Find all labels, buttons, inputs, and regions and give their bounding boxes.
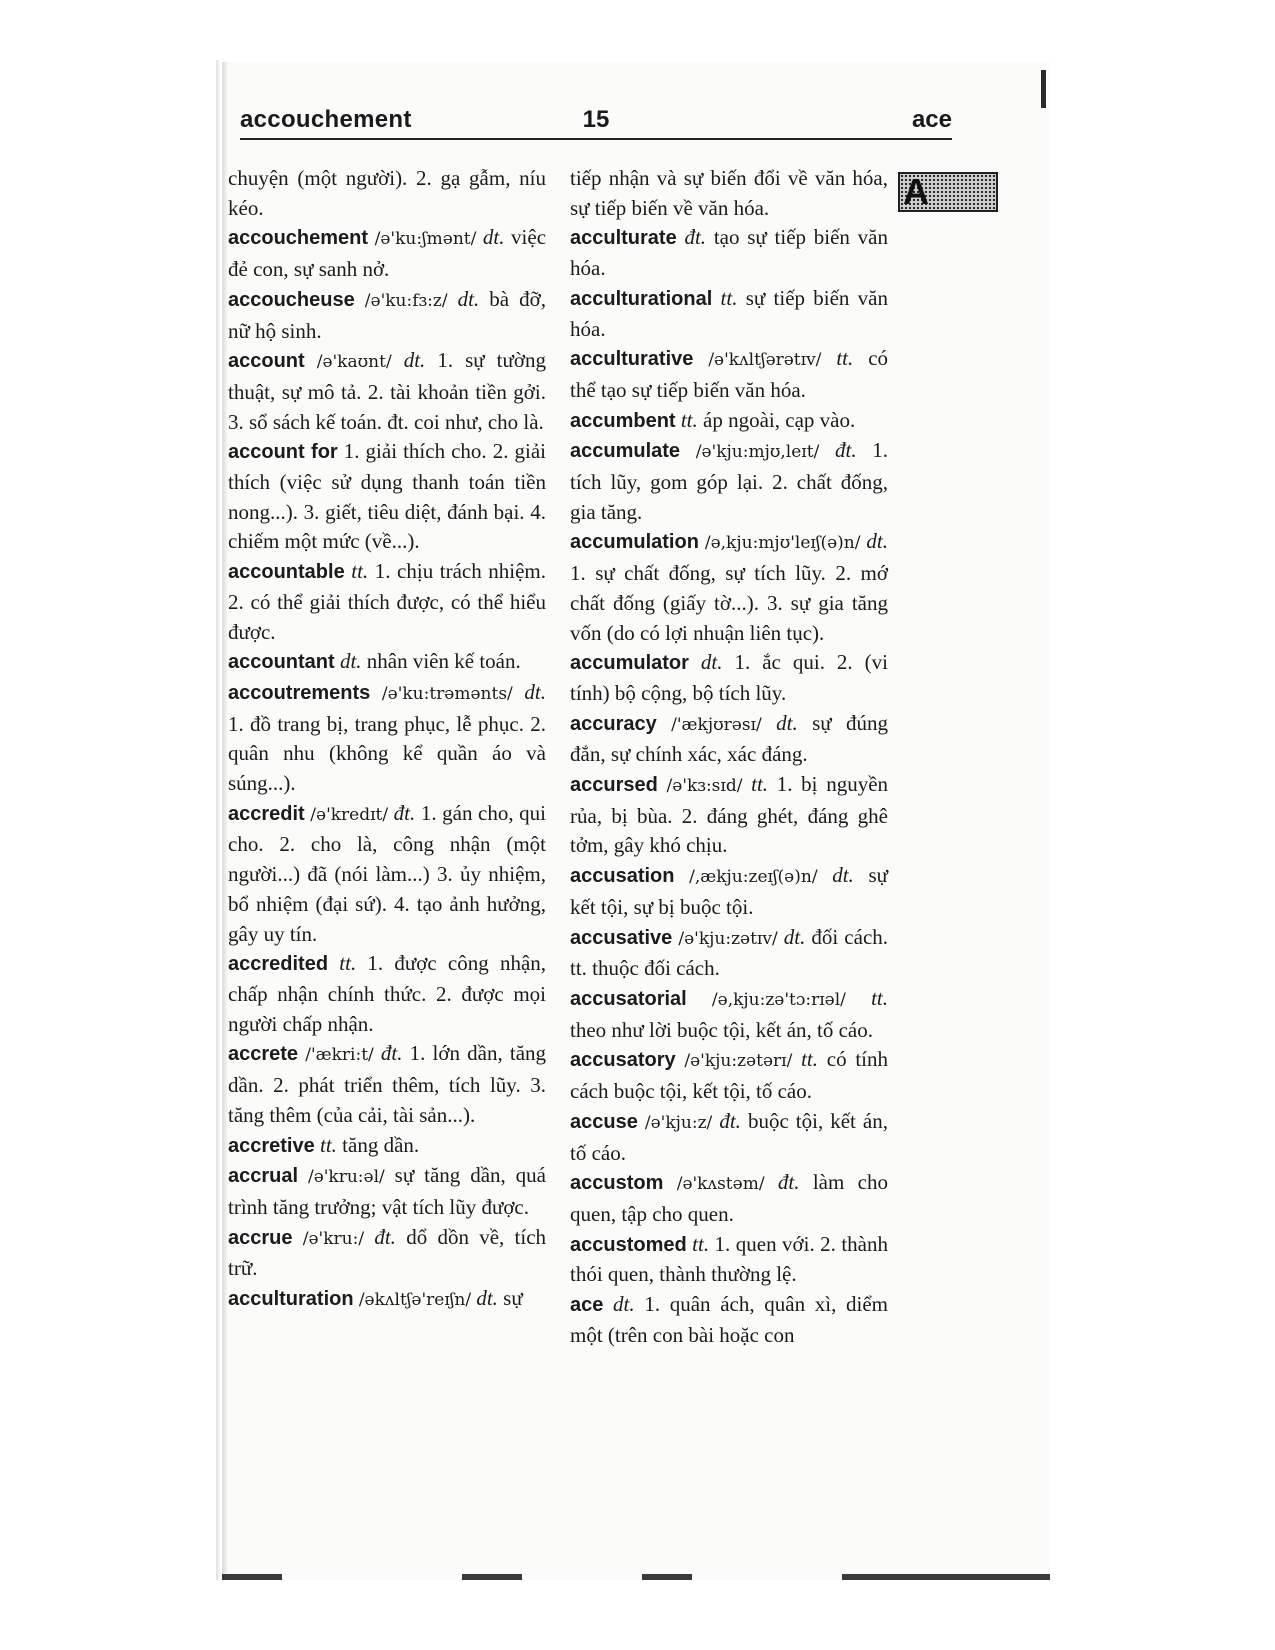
entry-pronunciation: /ə'kru:əl/ <box>307 1167 385 1188</box>
entry-headword: accrete <box>228 1043 299 1066</box>
entry-part-of-speech: đt. <box>834 438 857 463</box>
entry-pronunciation: /əkʌltʃə'reɪʃn/ <box>358 1290 472 1311</box>
entry-headword: accrue <box>228 1226 293 1249</box>
entry-part-of-speech: dt. <box>524 679 546 704</box>
entry-part-of-speech: dt. <box>783 924 806 949</box>
entry-part-of-speech: tt. <box>339 951 357 976</box>
entry-definition: 1. giải thích cho. 2. giải thích (việc sử dụng thanh toán tiền nong...). 3. giết, tiêu diệt, đánh bại. 4. chiếm một mức (về...). <box>228 439 547 554</box>
entry-definition: 1. tích lũy, gom góp lại. 2. chất đống, gia tăng. <box>570 438 889 524</box>
dictionary-entry <box>228 949 546 1039</box>
entry-pronunciation: /ə,kju:zə'tɔ:rɪəl/ <box>711 989 846 1010</box>
entry-definition: áp ngoài, cạp vào. <box>703 407 856 432</box>
entry-pronunciation: /ə'ku:trəmənts/ <box>381 683 513 704</box>
dictionary-entry <box>570 648 888 708</box>
entry-headword: accumulate <box>570 440 681 463</box>
entry-headword: accustomed <box>570 1233 687 1256</box>
entry-headword: accusatory <box>570 1049 676 1072</box>
entry-part-of-speech: dt. <box>700 650 723 675</box>
dictionary-entry <box>228 678 546 799</box>
entry-part-of-speech: dt. <box>832 863 854 888</box>
dictionary-entry <box>570 770 888 861</box>
thumb-tab-letter: A <box>903 171 929 212</box>
entry-headword: accursed <box>570 774 658 797</box>
dictionary-entry <box>228 1284 546 1316</box>
entry-headword: accustom <box>570 1172 664 1195</box>
thumb-index-tab <box>898 172 998 212</box>
entry-headword: accusatorial <box>570 987 687 1010</box>
entry-pronunciation: /ə'ku:ʃmənt/ <box>374 229 477 250</box>
entry-pronunciation: /ə'kredɪt/ <box>310 804 389 825</box>
entry-definition: 1. quen với. 2. thành thói quen, thành thường lệ. <box>570 1231 889 1287</box>
entry-pronunciation: /ə'kju:z/ <box>644 1112 713 1133</box>
entry-definition: 1. lớn dần, tăng dần. 2. phát triển thêm, tích lũy. 3. tăng thêm (của cải, tài sản...). <box>228 1041 547 1127</box>
entry-pronunciation: /'ækjʊrəsɪ/ <box>671 714 762 735</box>
entry-definition: sự kết tội, sự bị buộc tội. <box>570 863 888 919</box>
continued-definition: tiếp nhận và sự biến đổi về văn hóa, sự tiếp biến về văn hóa. <box>570 166 888 220</box>
entry-headword: acculturate <box>570 227 677 250</box>
entry-headword: accountable <box>228 561 345 584</box>
dictionary-page <box>222 62 1050 1580</box>
entry-headword: accusative <box>570 926 673 949</box>
entry-part-of-speech: tt. <box>801 1047 818 1072</box>
entry-definition: sự <box>503 1286 523 1311</box>
dictionary-entry <box>228 799 546 950</box>
entry-part-of-speech: dt. <box>339 649 362 674</box>
entry-headword: acculturational <box>570 287 713 310</box>
page-header <box>240 104 952 140</box>
dictionary-entry <box>228 647 546 678</box>
entry-definition: nhân viên kế toán. <box>366 649 521 674</box>
entry-headword: accountant <box>228 651 335 674</box>
entry-part-of-speech: đt. <box>719 1108 741 1133</box>
entry-part-of-speech: dt. <box>403 348 426 373</box>
entry-headword: accumulation <box>570 531 699 554</box>
entry-part-of-speech: dt. <box>866 529 888 554</box>
entry-pronunciation: /ə'kɜ:sɪd/ <box>666 776 743 797</box>
entry-definition: đối cách. tt. thuộc đối cách. <box>570 924 889 981</box>
dictionary-entry <box>570 1290 888 1350</box>
entry-part-of-speech: dt. <box>476 1286 498 1311</box>
entry-part-of-speech: đt. <box>393 800 416 825</box>
entry-headword: accuse <box>570 1110 638 1133</box>
entry-part-of-speech: tt. <box>836 346 854 371</box>
dictionary-entry <box>570 527 888 648</box>
entry-pronunciation: /ə'kru:/ <box>302 1228 365 1249</box>
entry-part-of-speech: đt. <box>380 1041 403 1066</box>
dictionary-entry <box>570 284 888 344</box>
entry-headword: accumulator <box>570 652 689 675</box>
dictionary-entry <box>228 437 546 557</box>
entry-headword: account <box>228 350 305 373</box>
entry-definition: có thể tạo sự tiếp biến văn hóa. <box>570 346 889 402</box>
dictionary-entry <box>570 1107 888 1168</box>
entry-definition: bà đỡ, nữ hộ sinh. <box>228 286 546 343</box>
dictionary-entry <box>570 223 888 283</box>
right-column <box>570 164 888 1350</box>
entry-pronunciation: /ə'kaʊnt/ <box>316 352 392 373</box>
entry-definition: 1. ắc qui. 2. (vi tính) bộ cộng, bộ tích lũy. <box>570 650 888 705</box>
entry-definition: tăng dần. <box>342 1132 420 1157</box>
entry-part-of-speech: tt. <box>751 772 769 797</box>
entry-definition: 1. gán cho, qui cho. 2. cho là, công nhận (một người...) đã (nói làm...) 3. ủy nhiệm, bổ nhiệm (đại sứ). 4. tạo ảnh hưởng, gây uy tín. <box>228 800 546 946</box>
left-guide-word: accouchement <box>240 106 412 133</box>
dictionary-entry <box>570 1230 888 1290</box>
entry-headword: accoutrements <box>228 681 371 704</box>
entry-headword: accredited <box>228 953 329 976</box>
entry-part-of-speech: đt. <box>684 225 707 250</box>
entry-part-of-speech: tt. <box>692 1231 710 1256</box>
entry-pronunciation: /'ækri:t/ <box>305 1045 374 1066</box>
entry-definition: 1. chịu trách nhiệm. 2. có thể giải thích được, có thể hiểu được. <box>228 559 547 644</box>
entry-definition: 1. sự chất đống, sự tích lũy. 2. mớ chất đống (giấy tờ...). 3. sự gia tăng vốn (do có lợi nhuận liên tục). <box>570 561 888 645</box>
dictionary-entry <box>570 406 888 437</box>
entry-pronunciation: /ə,kju:mjʊ'leɪʃ(ə)n/ <box>704 533 861 554</box>
entry-part-of-speech: tt. <box>320 1132 337 1157</box>
dictionary-entry <box>570 709 888 770</box>
dictionary-entry <box>570 984 888 1045</box>
entry-part-of-speech: dt. <box>776 710 798 735</box>
continued-definition: chuyện (một người). 2. gạ gẫm, níu kéo. <box>228 166 546 220</box>
entry-part-of-speech: tt. <box>680 407 698 432</box>
entry-definition: có tính cách buộc tội, kết tội, tố cáo. <box>570 1047 889 1104</box>
entry-definition: sự tiếp biến văn hóa. <box>570 285 889 341</box>
entry-definition: 1. sự tường thuật, sự mô tả. 2. tài khoản tiền gởi. 3. sổ sách kế toán. đt. coi như, cho là. <box>228 348 547 434</box>
entry-part-of-speech: dt. <box>482 225 505 250</box>
dictionary-entry <box>570 923 888 984</box>
entry-headword: account for <box>228 441 338 464</box>
dictionary-entry <box>228 1223 546 1284</box>
entry-headword: accredit <box>228 802 305 825</box>
entry-part-of-speech: tt. <box>351 559 369 584</box>
entry-part-of-speech: tt. <box>720 285 738 310</box>
entry-part-of-speech: tt. <box>871 985 888 1010</box>
entry-definition: tạo sự tiếp biến văn hóa. <box>570 225 888 281</box>
entry-definition: 1. được công nhận, chấp nhận chính thức. 2. được mọi người chấp nhận. <box>228 951 547 1036</box>
page-bottom-edge <box>222 1574 1050 1580</box>
entry-definition: dổ dồn về, tích trữ. <box>228 1224 547 1281</box>
entry-pronunciation: /ə'kju:zətɪv/ <box>678 928 778 949</box>
entry-headword: accusation <box>570 865 675 888</box>
entry-headword: accumbent <box>570 409 676 432</box>
entry-pronunciation: /,ækju:zeɪʃ(ə)n/ <box>689 867 818 888</box>
dictionary-entry <box>228 346 546 437</box>
page-edge-mark <box>1041 70 1046 108</box>
entry-pronunciation: /ə'kju:zətərɪ/ <box>684 1051 793 1072</box>
book-spine-shadow <box>216 60 220 1580</box>
entry-definition: sự tăng dần, quá trình tăng trưởng; vật tích lũy được. <box>228 1163 546 1219</box>
dictionary-entry <box>228 223 546 284</box>
entry-definition: buộc tội, kết án, tố cáo. <box>570 1108 888 1165</box>
entry-definition: làm cho quen, tập cho quen. <box>570 1170 888 1226</box>
dictionary-entry <box>570 1045 888 1106</box>
entry-definition: sự đúng đắn, sự chính xác, xác đáng. <box>570 710 889 767</box>
entry-headword: ace <box>570 1294 604 1317</box>
dictionary-entry <box>228 557 546 647</box>
entry-headword: acculturation <box>228 1288 354 1311</box>
entry-pronunciation: /ə'ku:fɜ:z/ <box>364 290 448 311</box>
entry-headword: accretive <box>228 1134 315 1157</box>
entry-definition: 1. bị nguyền rủa, bị bùa. 2. đáng ghét, đáng ghê tởm, gây khó chịu. <box>570 772 889 858</box>
entry-headword: accuracy <box>570 712 657 735</box>
dictionary-entry <box>228 1131 546 1162</box>
dictionary-entry <box>570 344 888 405</box>
entry-headword: accrual <box>228 1165 299 1188</box>
page-number: 15 <box>582 106 610 133</box>
entry-part-of-speech: dt. <box>457 286 480 311</box>
entry-part-of-speech: đt. <box>777 1170 800 1195</box>
entry-pronunciation: /ə'kju:mjʊ,leɪt/ <box>695 442 820 463</box>
left-column <box>228 164 546 1316</box>
entry-headword: accoucheuse <box>228 288 355 311</box>
dictionary-entry <box>570 861 888 922</box>
entry-definition: 1. quân ách, quân xì, diểm một (trên con bài hoặc con <box>570 1292 889 1347</box>
entry-pronunciation: /ə'kʌstəm/ <box>676 1174 765 1195</box>
entry-definition: 1. đồ trang bị, trang phục, lễ phục. 2. quân nhu (không kể quần áo và súng...). <box>228 711 546 796</box>
entry-pronunciation: /ə'kʌltʃərətɪv/ <box>708 350 822 371</box>
dictionary-entry <box>228 285 546 346</box>
dictionary-entry <box>228 1039 546 1130</box>
entry-definition: theo như lời buộc tội, kết án, tố cáo. <box>570 1017 874 1042</box>
entry-definition: việc đẻ con, sự sanh nở. <box>228 225 547 282</box>
right-guide-word: ace <box>911 106 952 133</box>
dictionary-entry <box>228 1161 546 1222</box>
entry-headword: acculturative <box>570 348 694 371</box>
entry-headword: accouchement <box>228 227 369 250</box>
dictionary-entry <box>570 1168 888 1229</box>
entry-part-of-speech: đt. <box>374 1224 396 1249</box>
entry-part-of-speech: dt. <box>613 1292 635 1317</box>
dictionary-entry <box>570 436 888 527</box>
